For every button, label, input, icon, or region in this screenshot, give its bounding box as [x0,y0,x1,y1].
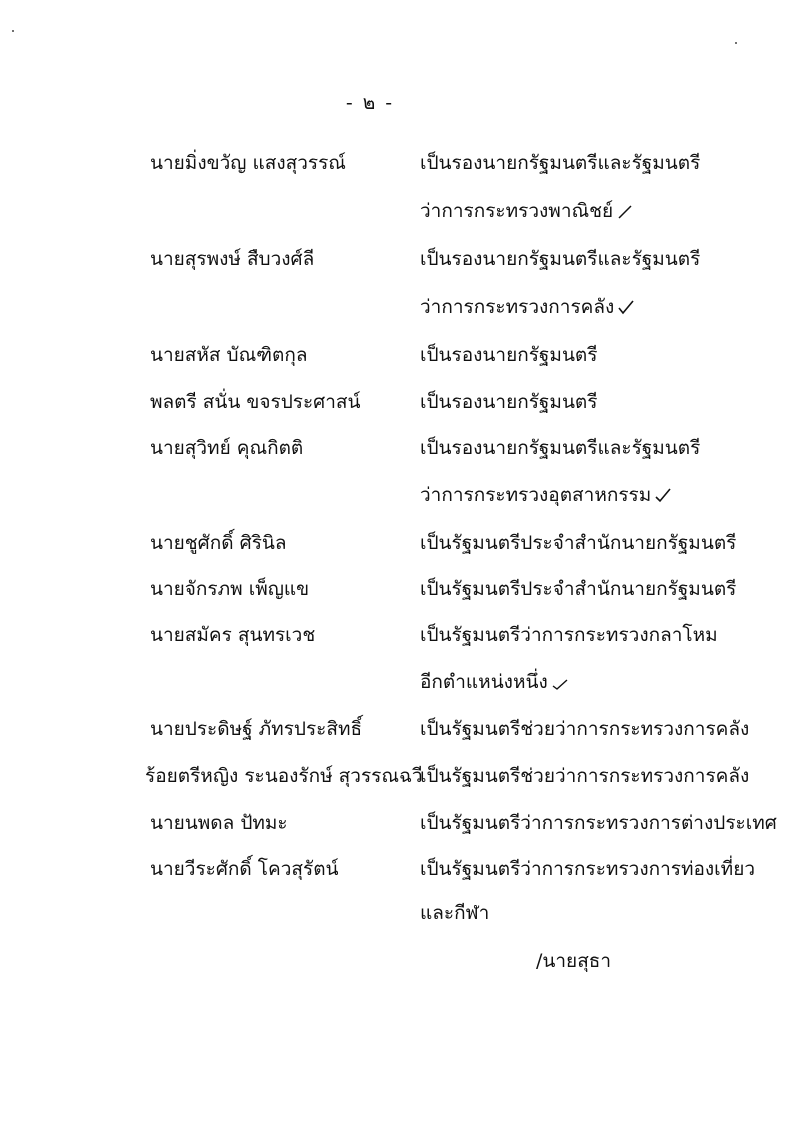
minister-position [420,667,568,697]
minister-name: นายสุวิทย์ คุณกิตติ [150,437,304,459]
list-item [0,528,800,558]
minister-name: นายสมัคร สุนทรเวช [150,624,316,646]
list-item [0,667,800,697]
scan-speck [12,30,14,32]
minister-name: นายสุรพงษ์ สืบวงศ์ลี [150,248,315,270]
position-text: ว่าการกระทรวงพาณิชย์ [420,200,614,222]
minister-name: นายนพดล ปัทมะ [150,812,288,834]
minister-position: และกีฬา [420,902,490,924]
minister-position: เป็นรองนายกรัฐมนตรีและรัฐมนตรี [420,152,701,174]
minister-position: เป็นรัฐมนตรีว่าการกระทรวงการต่างประเทศ [420,812,777,834]
position-text: อีกตำแหน่งหนึ่ง [420,671,548,693]
list-item [0,854,800,884]
list-item [0,292,800,322]
list-item [0,480,800,510]
minister-name: นายวีระศักดิ์ โควสุรัตน์ [150,858,339,880]
minister-position: เป็นรัฐมนตรีว่าการกระทรวงการท่องเที่ยว [420,858,756,880]
position-text: ว่าการกระทรวงการคลัง [420,296,615,318]
minister-name: นายชูศักดิ์ ศิรินิล [150,532,287,554]
list-item [0,148,800,178]
scan-speck [735,42,737,44]
list-item [0,898,800,928]
minister-position: เป็นรัฐมนตรีประจำสำนักนายกรัฐมนตรี [420,532,737,554]
minister-position: เป็นรัฐมนตรีประจำสำนักนายกรัฐมนตรี [420,578,737,600]
minister-position: เป็นรองนายกรัฐมนตรีและรัฐมนตรี [420,248,701,270]
minister-name: ร้อยตรีหญิง ระนองรักษ์ สุวรรณฉวี [145,765,423,787]
minister-name: นายประดิษฐ์ ภัทรประสิทธิ์ [150,718,363,740]
minister-name: นายสหัส บัณฑิตกุล [150,344,308,366]
list-item [0,340,800,370]
minister-position: เป็นรองนายกรัฐมนตรี [420,344,598,366]
list-item [0,620,800,650]
list-item [0,714,800,744]
minister-name: นายมิ่งขวัญ แสงสุวรรณ์ [150,152,346,174]
minister-position: เป็นรัฐมนตรีช่วยว่าการกระทรวงการคลัง [420,718,750,740]
list-item [0,433,800,463]
minister-position [420,196,633,226]
minister-position: เป็นรองนายกรัฐมนตรีและรัฐมนตรี [420,437,701,459]
list-item [0,244,800,274]
minister-position [420,292,634,322]
minister-position: เป็นรัฐมนตรีว่าการกระทรวงกลาโหม [420,624,718,646]
continuation-marker: /นายสุธา [536,950,612,972]
minister-position [420,480,671,510]
position-text: ว่าการกระทรวงอุตสาหกรรม [420,484,652,506]
minister-name: พลตรี สนั่น ขจรประศาสน์ [150,391,361,413]
checkmark-icon [617,203,633,219]
list-item [0,574,800,604]
minister-name: นายจักรภพ เพ็ญแข [150,578,310,600]
list-item [0,761,800,791]
minister-position: เป็นรัฐมนตรีช่วยว่าการกระทรวงการคลัง [420,765,750,787]
page-number: - ๒ - [345,92,395,114]
checkmark-icon [618,299,634,315]
list-item [0,808,800,838]
list-item [0,196,800,226]
list-item [0,387,800,417]
checkmark-icon [655,487,671,503]
checkmark-icon [552,674,568,690]
minister-position: เป็นรองนายกรัฐมนตรี [420,391,598,413]
